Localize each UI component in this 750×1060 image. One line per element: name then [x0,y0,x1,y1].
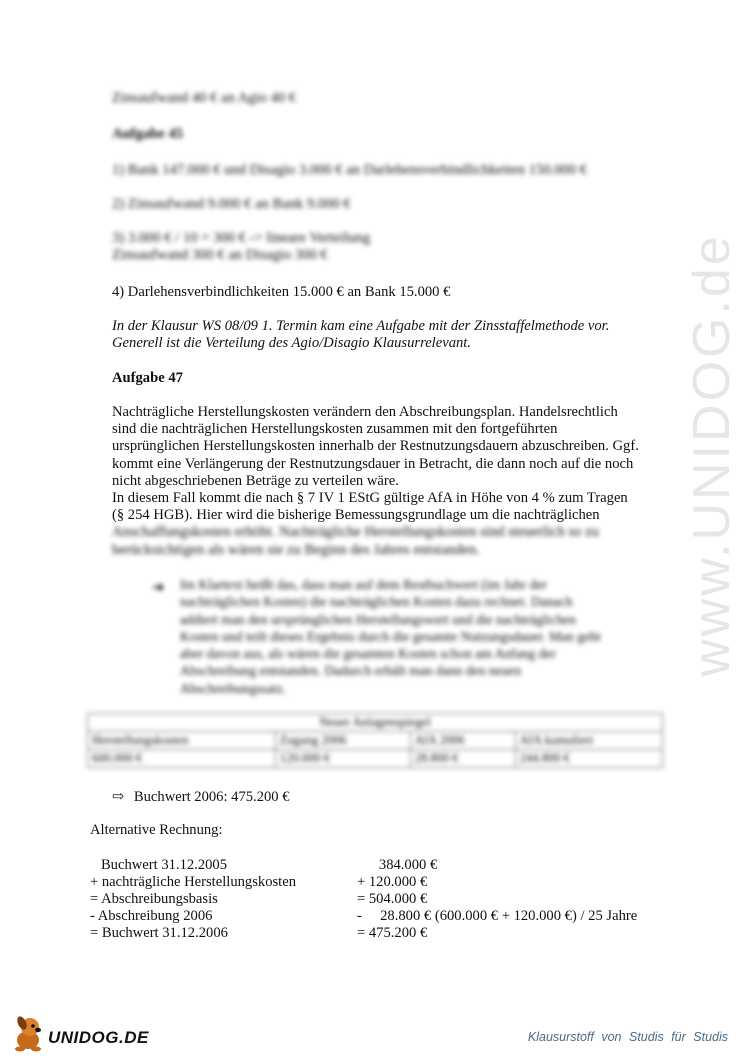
bullet-line: nachträglichen Kosten) die nachträglichen Kosten dazu rechnet. Danach [180,594,573,610]
aufgabe45-item-3b: Zinsaufwand 300 € an Disagio 300 € [112,247,328,263]
table-header-cell: AfA kumuliert [515,732,662,750]
arrow-bullet-icon: ➜ [152,580,165,596]
watermark: www.UNIDOG.de [683,233,741,677]
calc-label: + nachträgliche Herstellungskosten [90,874,296,890]
heading-aufgabe-47: Aufgabe 47 [112,370,183,386]
paragraph-line: nicht abgeschriebenen Beträge zu verteilen wäre. [112,472,399,489]
bullet-explanation [152,576,622,697]
anlagenspiegel-table [87,713,663,768]
line-zinsaufwand-agio: Zinsaufwand 40 € an Agio 40 € [112,90,297,106]
note-line-2: Generell ist die Verteilung des Agio/Disagio Klausurrelevant. [112,335,471,351]
paragraph-line: Nachträgliche Herstellungskosten verändern den Abschreibungsplan. Handelsrechtlich [112,404,618,420]
table-header-row [88,732,663,750]
bullet-line: addiert man den ursprünglichen Herstellungswert und die nachträglichen [180,611,576,627]
table-header-cell: AfA 2006 [410,732,515,750]
aufgabe47-paragraph [112,404,672,559]
bullet-text [180,576,622,697]
aufgabe45-item-1: 1) Bank 147.000 € und Disagio 3.000 € an Darlehensverbindlichkeiten 150.000 € [112,162,588,178]
table-row [88,750,663,768]
table-cell: 28.800 € [410,750,515,768]
calc-label: - Abschreibung 2006 [90,908,213,924]
bullet-line: Abschreibungssatz. [180,680,287,696]
bullet-line: Kosten und teilt dieses Ergebnis durch die gesamte Nutzungsdauer. Man geht [180,628,601,644]
calc-label: = Buchwert 31.12.2006 [90,925,228,941]
calc-label: = Abschreibungsbasis [90,891,218,907]
logo-text: UNIDOG.DE [48,1028,149,1047]
buchwert-2006-text: Buchwert 2006: 475.200 € [133,789,290,805]
paragraph-line: kommt eine Verlängerung der Restnutzungsdauer in Betracht, die dann noch auf die noch [112,455,634,472]
heading-aufgabe-45: Aufgabe 45 [112,126,183,142]
paragraph-line: ursprünglichen Herstellungskosten innerhalb der Restnutzungsdauern abzuschreiben. Ggf. [112,438,639,455]
buchwert-2006-line [112,788,290,806]
table-cell: 120.000 € [275,750,410,768]
bullet-line: aber davon aus, als wären die gesamten Kosten schon am Anfang der [180,646,556,662]
aufgabe45-item-2: 2) Zinsaufwand 9.000 € an Bank 9.000 € [112,196,351,212]
unidog-logo [8,1014,158,1054]
calc-value: - 28.800 € (600.000 € + 120.000 €) / 25 Jahre [357,908,638,924]
bullet-line: Abschreibung entstanden. Dadurch erhält man dann den neuen [180,663,522,679]
aufgabe45-item-4: 4) Darlehensverbindlichkeiten 15.000 € an Bank 15.000 € [112,284,451,300]
footer-slogan: Klausurstoff von Studis für Studis [527,1030,728,1044]
paragraph-blurred-end [112,524,672,558]
calc-value: + 120.000 € [357,874,428,890]
calc-label: Buchwert 31.12.2005 [90,857,228,873]
calc-value: 384.000 € [357,857,438,873]
alternative-heading: Alternative Rechnung: [90,822,223,838]
calc-value: = 475.200 € [357,925,428,941]
note-line-1: In der Klausur WS 08/09 1. Termin kam eine Aufgabe mit der Zinsstaffelmethode vor. [112,318,610,334]
paragraph-line: In diesem Fall kommt die nach § 7 IV 1 EStG gültige AfA in Höhe von 4 % zum Tragen [112,490,628,507]
hollow-arrow-icon: ⇨ [112,789,125,805]
aufgabe45-item-3a: 3) 3.000 € / 10 = 300 € -> lineare Verteilung [112,230,371,246]
paragraph-line: (§ 254 HGB). Hier wird die bisherige Bemessungsgrundlage um die nachträglichen [112,507,600,524]
table-caption: Neuer Anlagenspiegel [88,714,663,732]
paragraph-line: berücksichtigen als wären sie zu Beginn des Jahres entstanden. [112,541,480,558]
paragraph-line: Anschaffungskosten erhöht. Nachträgliche Herstellungskosten sind steuerlich so zu [112,524,599,541]
table-header-cell: Herstellungskosten [88,732,276,750]
bullet-line: Im Klartext heißt das, dass man auf dem Restbuchwert (im Jahr der [180,577,547,592]
dog-mascot-icon [8,1014,52,1054]
table-caption-row [88,714,663,732]
table-cell: 244.800 € [515,750,662,768]
paragraph-line: sind die nachträglichen Herstellungskosten zusammen mit den fortgeführten [112,421,558,438]
calc-value: = 504.000 € [357,891,428,907]
table-header-cell: Zugang 2006 [275,732,410,750]
table-cell: 600.000 € [88,750,276,768]
